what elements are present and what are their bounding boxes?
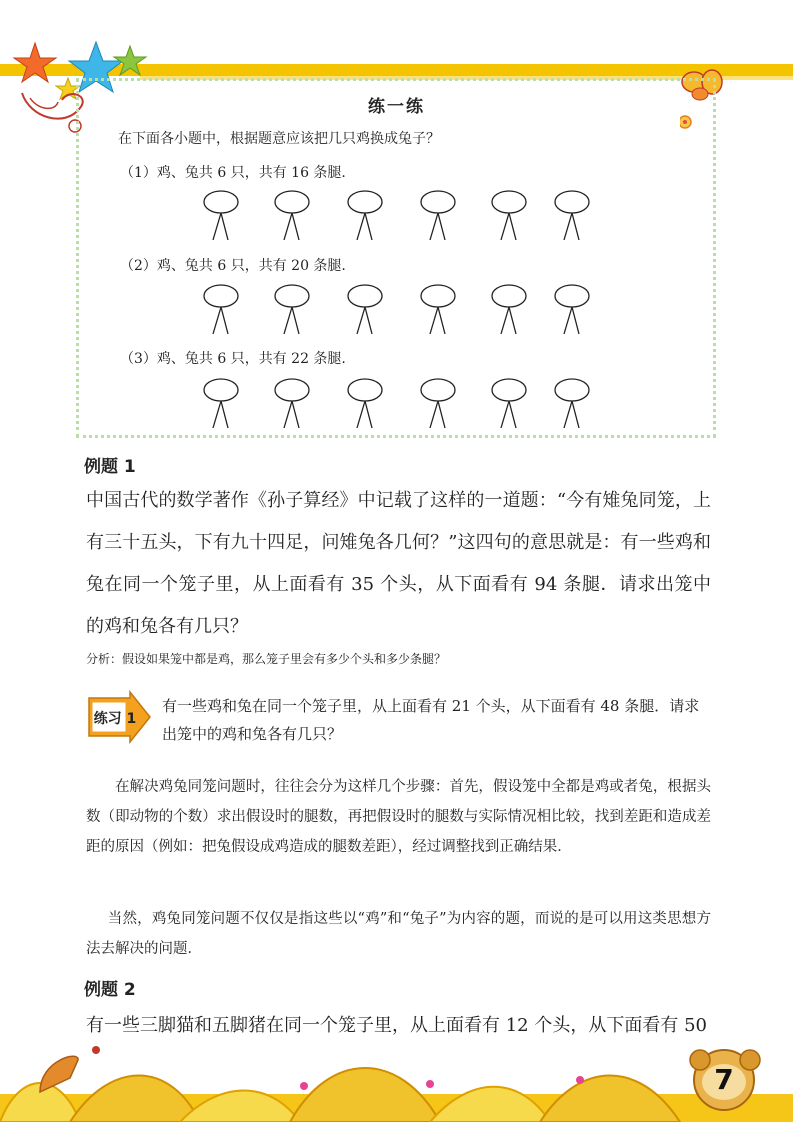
example-1-heading: 例题 1 [84, 457, 136, 477]
figure-row-3 [198, 374, 598, 436]
figure-row-1 [198, 186, 598, 248]
figure-2-3 [348, 285, 382, 334]
page-number: 7 [714, 1063, 734, 1096]
figure-1-4 [421, 191, 455, 240]
example-1-analysis: 分析：假设如果笼中都是鸡，那么笼子里会有多少个头和多少条腿？ [86, 652, 447, 666]
figure-3-1 [204, 379, 238, 428]
practice-title: 练一练 [368, 97, 425, 117]
figure-3-3 [348, 379, 382, 428]
figure-1-1 [204, 191, 238, 240]
bottom-decoration [0, 1030, 793, 1122]
figure-2-6 [555, 285, 589, 334]
exercise-1-badge-label: 练习 1 [93, 711, 137, 727]
example-2-body: 有一些三脚猫和五脚猪在同一个笼子里，从上面看有 12 个头，从下面看有 50 [86, 1015, 707, 1036]
figure-3-4 [421, 379, 455, 428]
example-2-heading: 例题 2 [84, 980, 136, 1000]
figure-3-5 [492, 379, 526, 428]
figure-1-6 [555, 191, 589, 240]
figure-1-2 [275, 191, 309, 240]
exercise-1-text: 有一些鸡和兔在同一个笼子里，从上面看有 21 个头，从下面看有 48 条腿．请求出笼中的鸡和兔各有几只？ [162, 697, 700, 743]
bird-icon [40, 1056, 78, 1092]
figure-1-3 [348, 191, 382, 240]
example-1-body: 中国古代的数学著作《孙子算经》中记载了这样的一道题：“今有雉兔同笼，上有三十五头，下有九十四足，问雉兔各几何？”这四句的意思就是：有一些鸡和兔在同一个笼子里，从上面看有 35 个头，从下面看有 94 条腿．请求出笼中的鸡和兔各有几只？ [86, 490, 711, 637]
figure-row-2 [198, 280, 598, 342]
practice-intro: 在下面各小题中，根据题意应该把几只鸡换成兔子？ [118, 131, 440, 147]
figure-3-6 [555, 379, 589, 428]
figure-2-5 [492, 285, 526, 334]
practice-question-3: （3）鸡、兔共 6 只，共有 22 条腿. [120, 351, 346, 367]
figure-1-5 [492, 191, 526, 240]
figure-2-1 [204, 285, 238, 334]
explanation-paragraph-1: 在解决鸡兔同笼问题时，往往会分为这样几个步骤：首先，假设笼中全都是鸡或者兔，根据头数（即动物的个数）求出假设时的腿数，再把假设时的腿数与实际情况相比较，找到差距和造成差距的原因（例如：把兔假设成鸡造成的腿数差距），经过调整找到正确结果． [86, 779, 711, 855]
figure-2-2 [275, 285, 309, 334]
practice-question-1: （1）鸡、兔共 6 只，共有 16 条腿. [120, 165, 346, 181]
figure-3-2 [275, 379, 309, 428]
explanation-paragraph-2: 当然，鸡兔同笼问题不仅仅是指这些以“鸡”和“兔子”为内容的题，而说的是可以用这类思想方法去解决的问题． [86, 911, 711, 957]
figure-2-4 [421, 285, 455, 334]
practice-question-2: （2）鸡、兔共 6 只，共有 20 条腿. [120, 258, 346, 274]
